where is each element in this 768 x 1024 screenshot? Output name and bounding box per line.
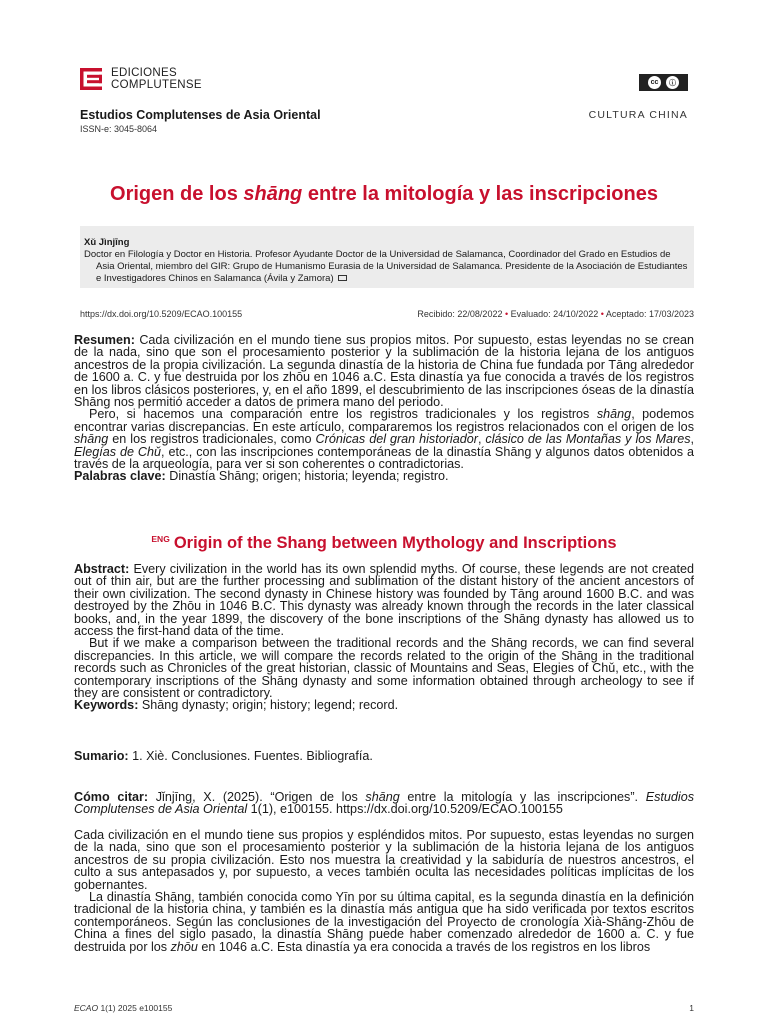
journal-title: Estudios Complutenses de Asia Oriental: [80, 108, 321, 122]
resumen-paragraph: Resumen: Cada civilización en el mundo tiene sus propios mitos. Por supuesto, estas leyendas no se crean de la nada, sino que son el procesamiento posterior y la sublimación de la historia lejana de los antiguos ancestros de la propia civilización. La segunda dinastía de la historia de China fue fundada por Tāng alrededor de 1600 a. C. y fue destruida por los zhōu en 1046 a.C. Esta dinastía ya fue conocida a través de los registros en los libros clásicos posteriores, y, en el año 1899, el descubrimiento de las inscripciones óseas de la dinastía Shāng nos permitió acceder a datos de primera mano del periodo.: [74, 333, 694, 410]
article-dates: Recibido: 22/08/2022 • Evaluado: 24/10/2022 • Aceptado: 17/03/2023: [417, 309, 694, 319]
english-title: $^{ENG}$ Origin of the Shang between Mythology and Inscriptions: [151, 534, 617, 552]
cc-icon: cc: [648, 76, 661, 89]
attribution-icon: ⓘ: [666, 76, 679, 89]
body-paragraph-2: La dinastía Shāng, también conocida como Yīn por su última capital, es la segunda dinastía en la definición tradicional de la historia china, y también es la dinastía más antigua que ha sido verificada por textos escritos contemporáneos. Según las conclusiones de la investigación del Proyecto de cronología Xià-Shāng-Zhōu de China a fines del siglo pasado, la dinastía Shāng puede haber comenzado alrededor de 1600 a. C. y fue destruida por los zhōu en 1046 a.C. Esta dinastía ya era conocida a través de los registros en los libros: [74, 890, 694, 954]
email-icon[interactable]: [338, 275, 347, 281]
author-name: Xǔ Jìnjīng: [84, 237, 130, 248]
keywords: Keywords: Shāng dynasty; origin; history; legend; record.: [74, 698, 399, 713]
publisher-name: EDICIONES COMPLUTENSE: [111, 67, 202, 91]
abstract-paragraph-2: But if we make a comparison between the traditional records and the Shāng records, we can find several discrepancies. In this article, we will compare the records related to the origin of the Shāng in the traditional records such as Chronicles of the great historian, classic of Mountains and Seas, Elegies of Chǔ, etc., with the contemporary inscriptions of the Shāng dynasty and some information obtained through archeology to see if they are consistent or contradictory.: [74, 636, 694, 701]
page-number: 1: [689, 1003, 694, 1013]
body-text: [74, 829, 694, 953]
article-title: Origen de los shāng entre la mitología y las inscripciones: [110, 183, 658, 205]
citation: Cómo citar: Jǐnjīng, X. (2025). “Origen de los shāng entre la mitología y las inscripciones”. Estudios Complutenses de Asia Oriental 1(1), e100155. https://dx.doi.org/10.5209/ECAO.100155: [74, 790, 695, 817]
sumario: Sumario: 1. Xiè. Conclusiones. Fuentes. Bibliografía.: [74, 749, 373, 763]
publisher-logo: [80, 67, 202, 91]
footer-citation: ECAO 1(1) 2025 e100155: [74, 1003, 173, 1013]
issn: ISSN-e: 3045-8064: [80, 124, 158, 134]
doi-link[interactable]: https://dx.doi.org/10.5209/ECAO.100155: [80, 309, 243, 319]
abstract-section: [74, 563, 694, 712]
resumen-paragraph-2: Pero, si hacemos una comparación entre los registros tradicionales y los registros shāng, podemos encontrar varias discrepancias. En este artículo, compararemos los registros relacionados con el origen de los shāng en los registros tradicionales, como Crónicas del gran historiador, clásico de las Montañas y los Mares, Elegías de Chǔ, etc., con las inscripciones contemporáneas de la dinastía Shāng y algunos datos obtenidos a través de la arqueología, para ver si son coherentes o contradictorias.: [74, 407, 694, 472]
palabras-clave: Palabras clave: Dinastía Shāng; origen; historia; leyenda; registro.: [74, 469, 449, 484]
eng-tag: ENG: [151, 534, 170, 544]
author-box: [80, 226, 694, 288]
section-label: CULTURA CHINA: [588, 109, 688, 121]
abstract-paragraph: Abstract: Every civilization in the world has its own splendid myths. Of course, these legends are not created out of thin air, but are the further processing and sublimation of the distant history of the ancient ancestors of their own civilization. The second dynasty in Chinese history was founded by Tāng around 1600 B.C. and was destroyed by the Zhōu in 1046 B.C. This dynasty was already known through the records in the later classical books, and, in the year 1899, the discovery of the bone inscriptions of the Shāng dynasty has allowed us to access the first-hand data of the time.: [74, 562, 694, 639]
body-paragraph: Cada civilización en el mundo tiene sus propios y espléndidos mitos. Por supuesto, estas leyendas no surgen de la nada, sino que son el procesamiento posterior y la sublimación de la historia lejana de los antiguos ancestros de su propia civilización. Esto nos muestra la creatividad y la sabiduría de nuestros ancestros, el culto a sus antepasados y, por supuesto, a veces también oculta las necesidades políticas implícitas de los gobernantes.: [74, 828, 694, 892]
resumen-section: [74, 334, 694, 483]
author-affiliation: Doctor en Filología y Doctor en Historia. Profesor Ayudante Doctor de la Universidad de Salamanca, Coordinador del Grado en Estudios de Asia Oriental, miembro del GIR: Grupo de Humanismo Eurasia de la Universidad de Salamanca. Presidente de la Asociación de Estudiantes e Investigadores Chinos en Salamanca (Ávila y Zamora): [84, 249, 688, 284]
creative-commons-by-badge[interactable]: [639, 74, 688, 91]
ediciones-complutense-logo-icon: [80, 68, 102, 90]
